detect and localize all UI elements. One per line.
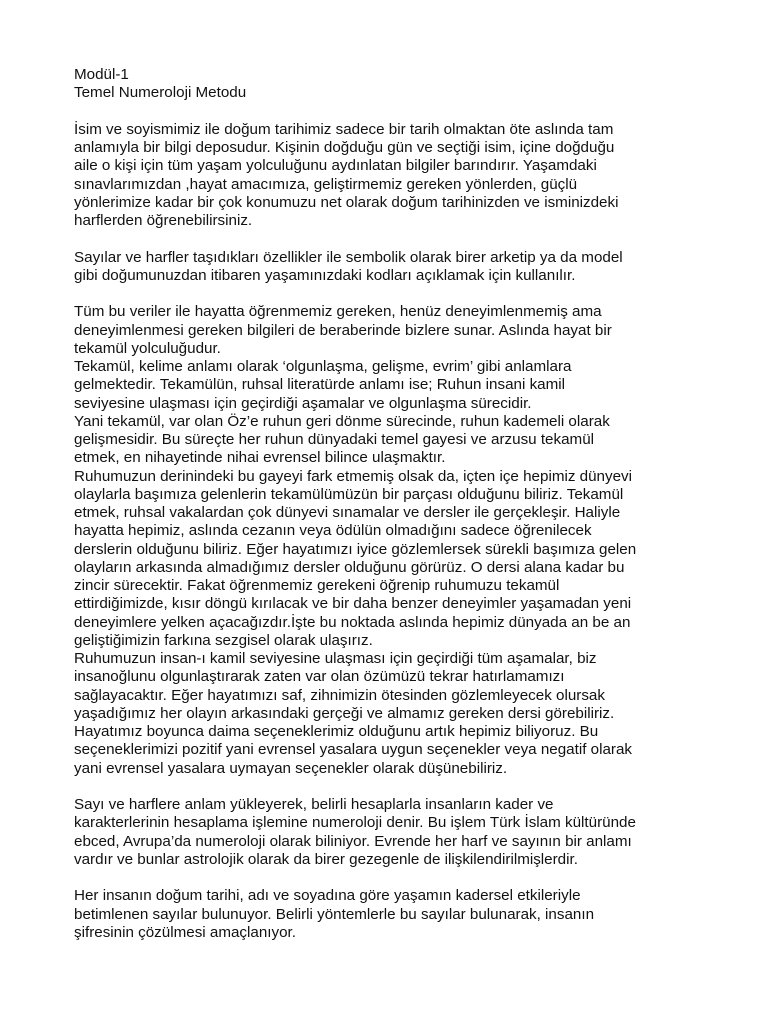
text-line: olaylarla başımıza gelenlerin tekamülümüzün bir parçası olduğunu biliriz. Tekamül bbox=[74, 485, 624, 503]
text-line: gelişmesidir. Bu süreçte her ruhun dünyadaki temel gayesi ve arzusu tekamül bbox=[74, 431, 595, 448]
paragraph-gap bbox=[74, 778, 714, 796]
paragraph-gap bbox=[74, 869, 714, 887]
paragraph bbox=[74, 121, 714, 231]
text-line: gibi doğumunuzdan itibaren yaşamınızdaki kodları açıklamak için kullanılır. bbox=[74, 266, 576, 284]
text-line: insanoğlunu olgunlaştırarak zaten var olan özümüzü tekrar hatırlamamızı bbox=[74, 668, 565, 686]
text-line: vardır ve bunlar astrolojik olarak da birer gezegenle de ilişkilendirilmişlerdir. bbox=[74, 850, 578, 868]
text-line: ebced, Avrupa’da numeroloji olarak biliniyor. Evrende her harf ve sayının bir anlamı bbox=[74, 832, 632, 850]
text-line: Ruhumuzun insan-ı kamil seviyesine ulaşması için geçirdiği tüm aşamalar, biz bbox=[74, 650, 597, 667]
text-line: gelmektedir. Tekamülün, ruhsal literatürde anlamı ise; Ruhun insani kamil bbox=[74, 376, 566, 394]
text-line: seçeneklerimizi pozitif yani evrensel yasalara uygun seçenekler veya negatif olarak bbox=[74, 741, 633, 759]
text-line: etmek, en nihayetinde nihai evrensel bilince ulaşmaktır. bbox=[74, 449, 446, 467]
paragraph-gap bbox=[74, 103, 714, 121]
text-line: anlamıyla bir bilgi deposudur. Kişinin doğduğu gün ve seçtiği isim, içine doğduğu bbox=[74, 139, 615, 156]
text-line: etmek, ruhsal vakalardan çok dünyevi sınamalar ve dersler ile gerçekleşir. Haliyle bbox=[74, 504, 621, 521]
text-line: tekamül yolculuğudur. bbox=[74, 339, 221, 357]
text-line: Hayatımız boyunca daima seçeneklerimiz olduğunu artık hepimiz biliyoruz. Bu bbox=[74, 723, 599, 740]
text-line: Yani tekamül, var olan Öz’e ruhun geri dönme sürecinde, ruhun kademeli olarak bbox=[74, 412, 610, 430]
text-line: Tüm bu veriler ile hayatta öğrenmemiz gereken, henüz deneyimlenmemiş ama bbox=[74, 303, 602, 321]
text-line: yönlerimize kadar bir çok konumuzu net olarak doğum tarihinizden ve isminizdeki bbox=[74, 193, 619, 211]
text-line: seviyesine ulaşması için geçirdiği aşamalar ve olgunlaşma sürecidir. bbox=[74, 394, 532, 412]
paragraph-gap bbox=[74, 230, 714, 248]
text-line: deneyimlenmesi gereken bilgileri de beraberinde bizlere sunar. Aslında hayat bir bbox=[74, 321, 612, 339]
text-line: geliştiğimizin farkına sezgisel olarak ulaşırız. bbox=[74, 631, 373, 649]
text-line: sınavlarımızdan ,hayat amacımıza, geliştirmemiz gereken yönlerden, güçlü bbox=[74, 175, 578, 193]
paragraph bbox=[74, 249, 714, 286]
module-label: Modül-1 bbox=[74, 66, 129, 83]
text-line: sağlayacaktır. Eğer hayatımızı saf, zihnimizin ötesinden gözlemleyecek olursak bbox=[74, 686, 605, 704]
text-line: derslerin olduğunu biliriz. Eğer hayatımızı iyice gözlemlersek sürekli başımıza gelen bbox=[74, 540, 637, 558]
text-line: Sayılar ve harfler taşıdıkları özellikler ile sembolik olarak birer arketip ya da model bbox=[74, 248, 623, 266]
text-line: Ruhumuzun derinindeki bu gayeyi fark etmemiş olsak da, içten içe hepimiz dünyevi bbox=[74, 467, 632, 485]
text-line: yani evrensel yasalara uymayan seçenekler olarak düşünebiliriz. bbox=[74, 759, 508, 777]
text-line: şifresinin çözülmesi amaçlanıyor. bbox=[74, 923, 296, 941]
body-text bbox=[74, 121, 714, 942]
text-line: Her insanın doğum tarihi, adı ve soyadına göre yaşamın kadersel etkileriyle bbox=[74, 887, 581, 905]
text-line: Sayı ve harflere anlam yükleyerek, belirli hesaplarla insanların kader ve bbox=[74, 796, 554, 813]
text-line: yaşadığımız her olayın arkasındaki gerçeği ve almamız gereken dersi görebiliriz. bbox=[74, 704, 615, 722]
text-line: Tekamül, kelime anlamı olarak ‘olgunlaşma, gelişme, evrim’ gibi anlamlara bbox=[74, 358, 572, 375]
text-line: harflerden öğrenebilirsiniz. bbox=[74, 212, 253, 229]
heading-block bbox=[74, 66, 714, 103]
text-line: karakterlerinin hesaplama işlemine numeroloji denir. Bu işlem Türk İslam kültüründe bbox=[74, 814, 636, 832]
text-line: hayatta hepimiz, aslında cezanın veya ödülün olmadığını sadece öğrenilecek bbox=[74, 522, 592, 540]
page-title: Temel Numeroloji Metodu bbox=[74, 84, 247, 102]
text-line: ettirdiğimizde, kısır döngü kırılacak ve bir daha benzer deneyimler yaşamadan yeni bbox=[74, 595, 632, 613]
text-line: aile o kişi için tüm yaşam yolculuğunu aydınlatan bilgiler barındırır. Yaşamdaki bbox=[74, 157, 597, 175]
paragraph bbox=[74, 796, 714, 869]
text-line: İsim ve soyismimiz ile doğum tarihimiz sadece bir tarih olmaktan öte aslında tam bbox=[74, 120, 614, 138]
text-line: betimlenen sayılar bulunuyor. Belirli yöntemlerle bu sayılar bulunarak, insanın bbox=[74, 905, 595, 923]
document-page bbox=[74, 66, 714, 942]
text-line: olayların arkasında almadığımız dersler olduğunu görürüz. O dersi alana kadar bu bbox=[74, 558, 625, 576]
text-line: deneyimlere yelken açacağızdır.İşte bu noktada aslında hepimiz dünyada an be an bbox=[74, 613, 631, 631]
paragraph-gap bbox=[74, 285, 714, 303]
paragraph bbox=[74, 303, 714, 778]
paragraph bbox=[74, 887, 714, 942]
text-line: zincir sürecektir. Fakat öğrenmemiz gerekeni öğrenip ruhumuzu tekamül bbox=[74, 577, 560, 594]
